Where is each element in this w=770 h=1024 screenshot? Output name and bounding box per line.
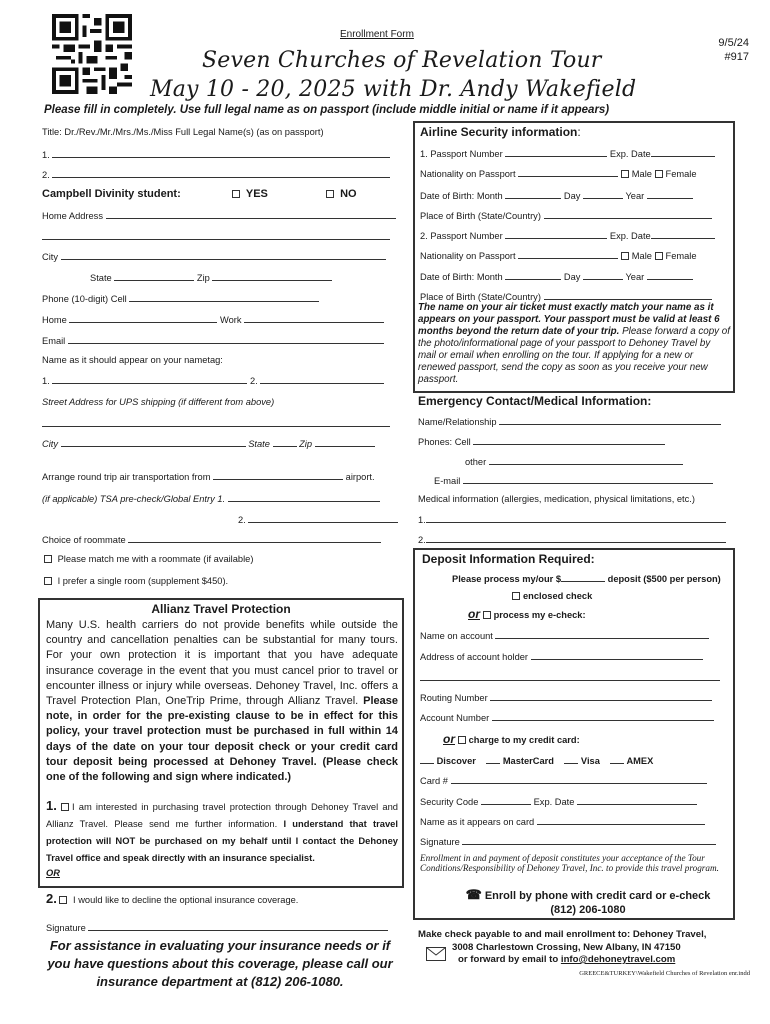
envelope-icon xyxy=(426,947,446,961)
allianz-option-2[interactable]: 2. I would like to decline the optional insurance coverage. xyxy=(46,891,299,906)
account-name-field[interactable]: Name on account xyxy=(420,629,709,642)
ups-address-field[interactable] xyxy=(42,417,390,430)
single-checkbox[interactable] xyxy=(44,577,52,585)
passport-1-field[interactable]: 1. Passport Number Exp. Date xyxy=(420,147,715,160)
card-type-row[interactable]: Discover MasterCard Visa AMEX xyxy=(420,754,653,767)
account-holder-address-field[interactable]: Address of account holder xyxy=(420,650,703,663)
home-work-phone-row[interactable]: Home Work xyxy=(42,313,384,326)
medical-label: Medical information (allergies, medication, physical limitations, etc.) xyxy=(418,494,695,504)
security-exp-row[interactable]: Security Code Exp. Date xyxy=(420,795,697,808)
echeck-option[interactable]: or process my e-check: xyxy=(468,607,586,621)
single-room-option[interactable]: I prefer a single room (supplement $450). xyxy=(44,575,228,587)
campbell-yes[interactable]: YES xyxy=(232,188,268,200)
card-number-field[interactable]: Card # xyxy=(420,774,707,787)
roommate-field[interactable]: Choice of roommate xyxy=(42,533,381,546)
campbell-no[interactable]: NO xyxy=(326,188,357,200)
nametag-label: Name as it should appear on your nametag: xyxy=(42,355,223,365)
enclosed-check-checkbox[interactable] xyxy=(512,592,520,600)
instructions: Please fill in completely. Use full legal name as on passport (include middle initial or name if it appears) xyxy=(44,104,610,116)
cell-phone-field[interactable]: Phone (10-digit) Cell xyxy=(42,292,319,305)
enroll-phone-number: (812) 206-1080 xyxy=(550,904,626,916)
form-date: 9/5/24 xyxy=(718,37,749,49)
emergency-cell-field[interactable]: Phones: Cell xyxy=(418,435,665,448)
passport-2-field[interactable]: 2. Passport Number Exp. Date xyxy=(420,229,715,242)
pob-2-field[interactable]: Place of Birth (State/Country) xyxy=(420,290,712,303)
female-2-checkbox[interactable] xyxy=(655,252,663,260)
account-holder-address-line-2[interactable] xyxy=(420,671,720,684)
nationality-2-field[interactable]: Nationality on Passport Male Female xyxy=(420,251,697,261)
airline-title: Airline Security information: xyxy=(420,125,581,139)
form-label: Enrollment Form xyxy=(340,29,414,40)
dob-2-field[interactable]: Date of Birth: Month Day Year xyxy=(420,270,693,283)
yes-checkbox[interactable] xyxy=(232,190,240,198)
pob-1-field[interactable]: Place of Birth (State/Country) xyxy=(420,209,712,222)
home-address-field[interactable]: Home Address xyxy=(42,209,396,222)
email-line: or forward by email to info@dehoneytravel.com xyxy=(458,954,676,965)
allianz-interested-checkbox[interactable] xyxy=(61,803,69,811)
campbell-row: Campbell Divinity student: xyxy=(42,188,181,200)
emergency-email-field[interactable]: E-mail xyxy=(434,474,713,487)
allianz-signature-field[interactable]: Signature xyxy=(46,921,388,934)
allianz-title: Allianz Travel Protection xyxy=(151,602,291,616)
tsa-field-2[interactable]: 2. xyxy=(238,513,398,526)
male-1-checkbox[interactable] xyxy=(621,170,629,178)
deposit-title: Deposit Information Required: xyxy=(422,552,595,566)
credit-card-checkbox[interactable] xyxy=(458,736,466,744)
email-link[interactable]: info@dehoneytravel.com xyxy=(560,954,676,965)
allianz-paragraph: Many U.S. health carriers do not provide benefits while outside the country and cancellation penalties can be substantial for many tours. For your own protection it is important that you have adequate insurance coverage in the event that you must cancel prior to travel or encounter illness or injury while overseas. Dehoney Travel, Inc. offers a Travel Protection Plan, OneTrip Prime, through Allianz Travel. Please note, in order for the pre-existing clause to be in effect for this policy, your travel protection must be purchased in full within 14 days of the date on your tour deposit check or your credit card tour deposit being processed at Dehoney Travel. (Please check one of the following and sign where indicated.) xyxy=(46,619,399,784)
insurance-assistance-note: For assistance in evaluating your insurance needs or if you have questions about this coverage, please call our insurance department at (812) 206-1080. xyxy=(47,938,393,989)
ups-label: Street Address for UPS shipping (if different from above) xyxy=(42,397,275,407)
account-number-field[interactable]: Account Number xyxy=(420,711,714,724)
nametag-row[interactable]: 1. 2. xyxy=(42,374,384,387)
name-header: Title: Dr./Rev./Mr./Mrs./Ms./Miss Full Legal Name(s) (as on passport) xyxy=(42,127,324,137)
female-1-checkbox[interactable] xyxy=(655,170,663,178)
match-checkbox[interactable] xyxy=(44,555,52,563)
tsa-field-1[interactable]: (if applicable) TSA pre-check/Global Entry 1. xyxy=(42,492,380,505)
state-zip-row[interactable]: State Zip xyxy=(90,271,332,284)
name-field-1[interactable]: 1. xyxy=(42,148,390,161)
name-field-2[interactable]: 2. xyxy=(42,168,390,181)
enroll-by-phone: ☎ Enroll by phone with credit card or e-check (812) 206-1080 xyxy=(443,888,733,917)
nationality-1-field[interactable]: Nationality on Passport Male Female xyxy=(420,169,697,179)
ups-city-row[interactable]: City State Zip xyxy=(42,437,375,450)
emergency-title: Emergency Contact/Medical Information: xyxy=(418,394,652,408)
home-address-line-2[interactable] xyxy=(42,230,390,243)
routing-number-field[interactable]: Routing Number xyxy=(420,691,712,704)
medical-field-2[interactable]: 2. xyxy=(418,533,726,546)
qr-code xyxy=(52,14,132,94)
emergency-name-field[interactable]: Name/Relationship xyxy=(418,415,721,428)
payable-line: Make check payable to and mail enrollment to: Dehoney Travel, xyxy=(418,929,707,940)
emergency-other-field[interactable]: other xyxy=(465,455,683,468)
name-on-card-field[interactable]: Name as it appears on card xyxy=(420,815,705,828)
dob-1-field[interactable]: Date of Birth: Month Day Year xyxy=(420,189,693,202)
tour-title: Seven Churches of Revelation Tour xyxy=(202,48,602,73)
deposit-signature-field[interactable]: Signature xyxy=(420,835,716,848)
email-field[interactable]: Email xyxy=(42,334,384,347)
enclosed-check-option[interactable]: enclosed check xyxy=(512,590,592,602)
allianz-decline-checkbox[interactable] xyxy=(59,896,67,904)
medical-field-1[interactable]: 1. xyxy=(418,513,726,526)
no-checkbox[interactable] xyxy=(326,190,334,198)
phone-icon: ☎ xyxy=(465,887,482,902)
mailing-address: 3008 Charlestown Crossing, New Albany, IN 47150 xyxy=(452,941,681,953)
form-date-code xyxy=(689,36,749,64)
allianz-or: OR xyxy=(46,868,60,878)
mailing-info xyxy=(418,929,736,967)
file-path: GREECE&TURKEY\Wakefield Churches of Revelation enr.indd xyxy=(579,970,750,977)
form-code: #917 xyxy=(724,51,749,63)
tour-dates: May 10 - 20, 2025 with Dr. Andy Wakefield xyxy=(150,77,637,102)
credit-card-option[interactable]: or charge to my credit card: xyxy=(443,732,580,746)
allianz-option-1[interactable]: 1. I am interested in purchasing travel protection through Dehoney Travel and Allianz Travel. Please send me further information. I understand that travel protection will NOT be purchased on my behalf until I contact the Dehoney Travel office and speak directly with an insurance specialist. xyxy=(46,798,398,863)
passport-note: The name on your air ticket must exactly match your name as it appears on your passport. Your passport must be valid at least 6 months beyond the return date of your trip. Please forward a copy of the photo/informational page of your passport to Dehoney Travel by mail or email when enrolling on the tour. If applying for a new or renewed passport, send the copy as soon as you receive your new passport. xyxy=(418,302,730,385)
air-from-field[interactable]: Arrange round trip air transportation from airport. xyxy=(42,472,375,482)
city-field[interactable]: City xyxy=(42,250,386,263)
male-2-checkbox[interactable] xyxy=(621,252,629,260)
roommate-match-option[interactable]: Please match me with a roommate (if available) xyxy=(44,553,253,565)
deposit-amount-field[interactable]: Please process my/our $ deposit ($500 per person) xyxy=(452,574,721,584)
echeck-checkbox[interactable] xyxy=(483,611,491,619)
deposit-terms: Enrollment in and payment of deposit constitutes your acceptance of the Tour Conditions/Responsibility of Dehoney Travel, Inc. to provide this travel program. xyxy=(420,853,719,873)
